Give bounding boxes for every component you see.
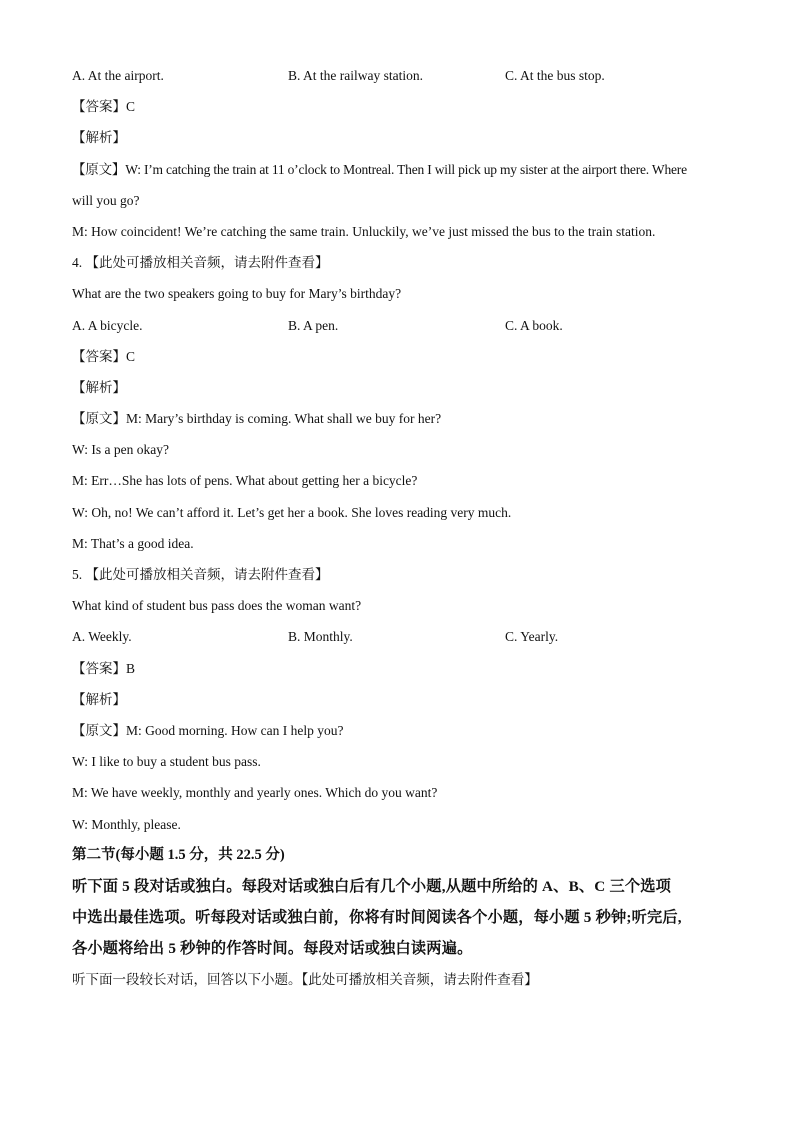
q4-question: What are the two speakers going to buy for Mary’s birthday? xyxy=(72,286,402,302)
q5-option-c: C. Yearly. xyxy=(505,629,559,645)
q4-options xyxy=(72,310,732,341)
q4-number-audio: 4. 【此处可播放相关音频，请去附件查看】 xyxy=(72,255,329,271)
q4-answer: 【答案】C xyxy=(72,348,136,364)
q5-answer: 【答案】B xyxy=(72,660,136,676)
q5-options xyxy=(72,621,732,652)
q5-question: What kind of student bus pass does the woman want? xyxy=(72,598,362,614)
q5-transcript-line: M: We have weekly, monthly and yearly ones. Which do you want? xyxy=(72,785,438,801)
q4-transcript-line: W: Is a pen okay? xyxy=(72,442,169,458)
q3-analysis: 【解析】 xyxy=(72,130,126,146)
q4-option-b: B. A pen. xyxy=(288,317,339,333)
section2-prompt: 听下面一段较长对话，回答以下小题。【此处可播放相关音频，请去附件查看】 xyxy=(72,972,538,988)
q5-transcript-line: W: I like to buy a student bus pass. xyxy=(72,754,261,770)
q4-transcript-line: M: That’s a good idea. xyxy=(72,535,194,551)
q5-option-a: A. Weekly. xyxy=(72,629,132,645)
q4-transcript-line: M: Err…She has lots of pens. What about getting her a bicycle? xyxy=(72,473,418,489)
q3-option-b: B. At the railway station. xyxy=(288,68,423,83)
q5-number-audio: 5. 【此处可播放相关音频，请去附件查看】 xyxy=(72,567,329,582)
q3-option-c: C. At the bus stop. xyxy=(505,68,605,83)
document-page xyxy=(72,60,732,996)
q3-transcript-line: 【原文】W: I’m catching the train at 11 o’clock to Montreal. Then I will pick up my sister at the airport there. Where xyxy=(72,161,687,177)
q5-analysis: 【解析】 xyxy=(72,691,126,707)
section2-instruction-line: 中选出最佳选项。听每段对话或独白前，你将有时间阅读各个小题，每小题 5 秒钟;听完后, xyxy=(72,909,682,927)
q4-option-c: C. A book. xyxy=(505,317,563,333)
q4-analysis: 【解析】 xyxy=(72,379,126,395)
q3-transcript-line: M: How coincident! We’re catching the same train. Unluckily, we’ve just missed the bus to the train station. xyxy=(72,223,656,239)
section2-instruction-line: 各小题将给出 5 秒钟的作答时间。每段对话或独白读两遍。 xyxy=(72,940,473,958)
q5-transcript-line: 【原文】M: Good morning. How can I help you? xyxy=(72,722,344,738)
q4-transcript-line: W: Oh, no! We can’t afford it. Let’s get her a book. She loves reading very much. xyxy=(72,504,512,520)
q3-answer: 【答案】C xyxy=(72,99,136,115)
q5-option-b: B. Monthly. xyxy=(288,629,353,645)
q3-option-a: A. At the airport. xyxy=(72,68,164,83)
q4-transcript-line: 【原文】M: Mary’s birthday is coming. What shall we buy for her? xyxy=(72,411,442,427)
q3-options xyxy=(72,60,732,91)
q3-transcript-line: will you go? xyxy=(72,192,140,208)
q5-transcript-line: W: Monthly, please. xyxy=(72,816,181,832)
section2-heading: 第二节(每小题 1.5 分，共 22.5 分) xyxy=(72,846,285,863)
q4-option-a: A. A bicycle. xyxy=(72,317,143,333)
section2-instruction-line: 听下面 5 段对话或独白。每段对话或独白后有几个小题,从题中所给的 A、B、C 三个选项 xyxy=(72,877,672,895)
